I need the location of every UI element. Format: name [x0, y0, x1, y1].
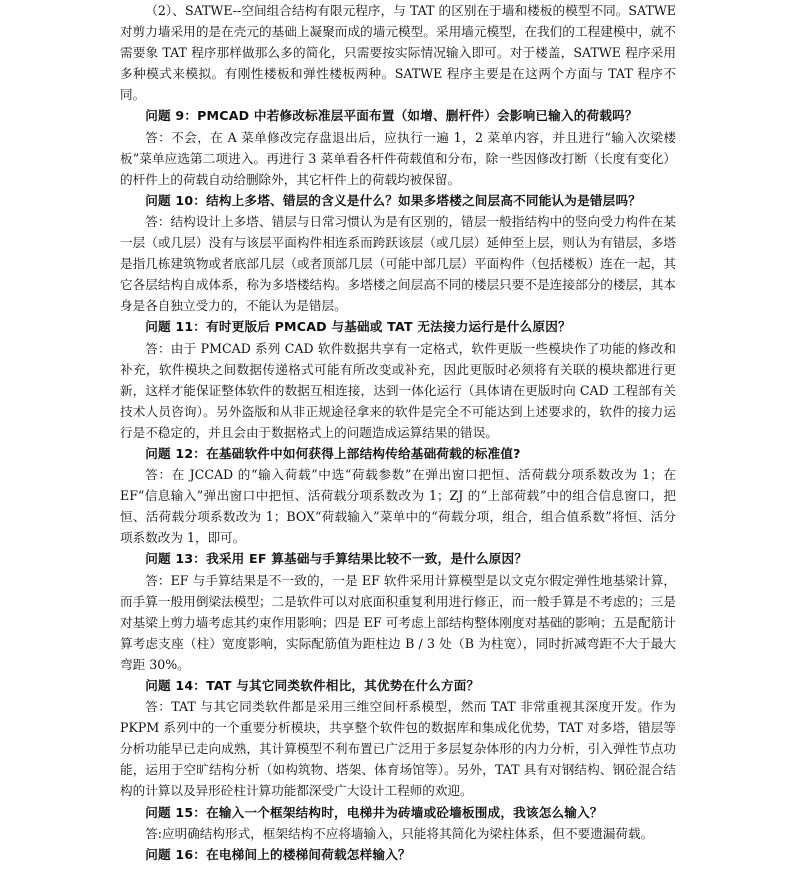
question-16-cutoff: 问题 16：在电梯间上的楼梯间荷载怎样输入？	[145, 846, 411, 862]
question-14: 问题 14：TAT 与其它同类软件相比，其优势在什么方面？	[145, 678, 480, 693]
answer-13: 答：EF 与手算结果是不一致的，一是 EF 软件采用计算模型是以文克尔假定弹性地基梁计算，而手算一般用倒梁法模型；二是软件可以对底面积重复利用进行修正，而一般手算是不考虑的；三是对基梁上剪力墙考虑其约束作用影响；四是 EF 可考虑上部结构整体刚度对基础的影响；五是配筋计算考虑支座（柱）宽度影响，实际配筋值为距柱边 B / 3 处（B 为柱宽），同时折减弯距不大于最大弯距 30%。	[120, 572, 676, 672]
answer-11: 答：由于 PMCAD 系列 CAD 软件数据共享有一定格式，软件更版一些模块作了功能的修改和补充，软件模块之间数据传递格式可能有所改变或补充，因此更版时必须将有关联的模块都进行更新，这样才能保证整体软件的数据互相连接，达到一体化运行（具体请在更版时向 CAD 工程部有关技术人员咨询）。另外盗版和从非正规途径拿来的软件是完全不可能达到上述要求的，软件的接力运行是不稳定的，并且会由于数据格式上的问题造成运算结果的错误。	[120, 340, 676, 440]
question-13: 问题 13：我采用 EF 算基础与手算结果比较不一致，是什么原因？	[145, 551, 528, 567]
answer-15: 答:应明确结构形式，框架结构不应将墙输入，只能将其简化为梁柱体系，但不要遗漏荷载。	[145, 825, 654, 841]
document-page	[120, 0, 676, 862]
question-15: 问题 15：在输入一个框架结构时，电梯井为砖墙或砼墙板围成，我该怎么输入？	[145, 804, 603, 820]
answer-14: 答：TAT 与其它同类软件都是采用三维空间杆系模型，然而 TAT 非常重视其深度开发。作为 PKPM 系列中的一个重要分析模块，共享整个软件包的数据库和集成化优势，TAT 对多塔，错层等分析功能早已走向成熟，其计算模型不利布置已广泛用于多层复杂体形的内力分析，引入弹性节点功能，运用于空旷结构分析（如构筑物、塔架、体育场馆等）。另外，TAT 具有对钢结构、钢砼混合结构的计算以及异形砼柱计算功能都深受广大设计工程师的欢迎。	[120, 699, 676, 799]
answer-12: 答：在 JCCAD 的“输入荷载”中选“荷载参数”在弹出窗口把恒、活荷载分项系数改为 1；在 EF“信息输入”弹出窗口中把恒、活荷载分项系数改为 1；ZJ 的“上部荷载”中的组合信息窗口，把恒、活荷载分项系数改为 1；BOX“荷载输入”菜单中的“荷载分项，组合，组合值系数”将恒、活分项系数改为 1，即可。	[120, 467, 676, 546]
question-9: 问题 9：PMCAD 中若修改标准层平面布置（如增、删杆件）会影响已输入的荷载吗？	[145, 108, 638, 124]
question-12: 问题 12：在基础软件中如何获得上部结构传给基础荷载的标准值?	[145, 445, 521, 461]
answer-10: 答：结构设计上多塔、错层与日常习惯认为是有区别的，错层一般指结构中的竖向受力构件在某一层（或几层）没有与该层平面构件相连系而跨跃该层（或几层）延伸至上层，则认为有错层，多塔是指几栋建筑物或者底部几层（或者顶部几层（可能中部几层）平面构件（包括楼板）连在一起，其它各层结构自成体系，称为多塔楼结构。多塔楼之间层高不同的楼层只要不是连接部分的楼层，其本身是各自独立受力的，不能认为是错层。	[120, 213, 676, 314]
question-11: 问题 11：有时更版后 PMCAD 与基础或 TAT 无法接力运行是什么原因？	[145, 319, 571, 335]
intro-paragraph: （2）、SATWE--空间组合结构有限元程序，与 TAT 的区别在于墙和楼板的模型不同。SATWE 对剪力墙采用的是在壳元的基础上凝聚而成的墙元模型。采用墙元模型，在我们的工程建模中，就不需要象 TAT 程序那样做那么多的简化，只需要按实际情况输入即可。对于楼盖，SATWE 程序采用多种模式来模拟。有刚性楼板和弹性楼板两种。SATWE 程序主要是在这两个方面与 TAT 程序不同。	[120, 3, 676, 103]
answer-9: 答：不会，在 A 菜单修改完存盘退出后，应执行一遍 1，2 菜单内容，并且进行“输入次梁楼板”菜单应选第二项进入。再进行 3 菜单看各杆件荷载值和分布，除一些因修改打断（长度有变化）的杆件上的荷载自动给删除外，其它杆件上的荷载均被保留。	[120, 129, 676, 187]
question-10: 问题 10：结构上多塔、错层的含义是什么？如果多塔楼之间层高不同能认为是错层吗？	[145, 192, 642, 208]
